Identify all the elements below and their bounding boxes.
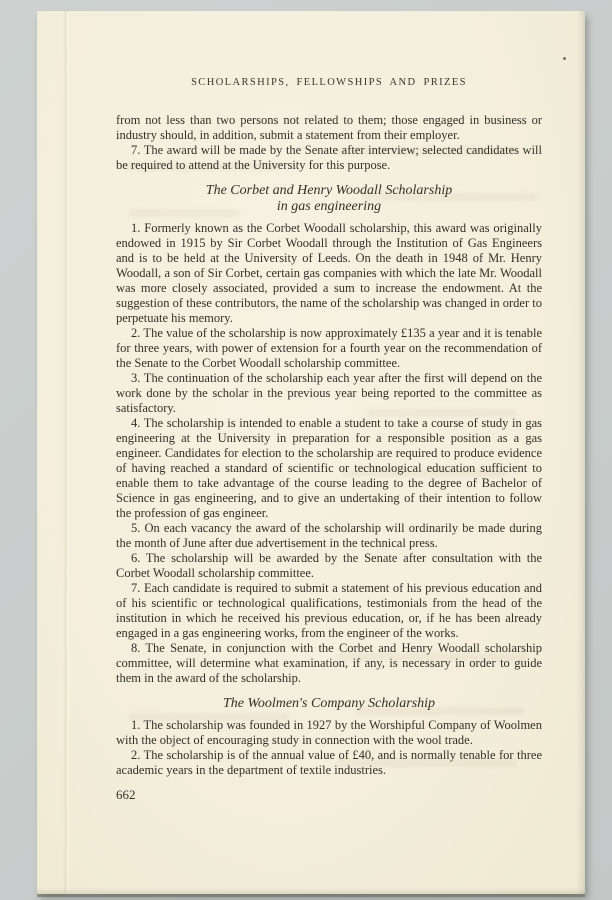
paragraph: 1. Formerly known as the Corbet Woodall scholarship, this award was originally endowed in 1915 by Sir Corbet Woodall through the Institution of Gas Engineers and is to be held at the University of Leeds. On the death in 1948 of Mr. Henry Woodall, a son of Sir Corbet, certain gas companies with which the late Mr. Woodall was more closely associated, provided a sum to increase the endowment. At the suggestion of these contributors, the name of the scholarship was changed in order to perpetuate his memory. <box>116 221 542 325</box>
paragraph: 6. The scholarship will be awarded by the Senate after consultation with the Corbet Woodall scholarship committee. <box>116 551 542 580</box>
body-text <box>116 113 542 802</box>
page-number: 662 <box>116 787 136 802</box>
page-edge-bottom <box>37 888 585 894</box>
page-content <box>116 11 542 802</box>
ink-speck <box>563 57 566 60</box>
book-page <box>37 11 585 894</box>
paragraph: 5. On each vacancy the award of the scholarship will ordinarily be made during the month of June after due advertisement in the technical press. <box>116 521 542 550</box>
gutter-crease <box>63 11 70 894</box>
section-title-corbet-woodall <box>116 183 542 215</box>
paragraph-continuation: from not less than two persons not related to them; those engaged in business or industry should, in addition, submit a statement from their employer. <box>116 113 542 142</box>
paragraph: 2. The scholarship is of the annual value of £40, and is normally tenable for three academic years in the department of textile industries. <box>116 748 542 777</box>
section-title-line: The Corbet and Henry Woodall Scholarship <box>205 183 453 198</box>
section-title-woolmen <box>116 696 542 712</box>
paragraph: 3. The continuation of the scholarship each year after the first will depend on the work done by the scholar in the previous year being reported to the committee as satisfactory. <box>116 371 542 415</box>
paragraph: 7. The award will be made by the Senate after interview; selected candidates will be required to attend at the University for this purpose. <box>116 143 542 172</box>
paragraph: 4. The scholarship is intended to enable a student to take a course of study in gas engineering at the University in preparation for a responsible position as a gas engineer. Candidates for election to the scholarship are required to produce evidence of having reached a standard of scientific or technological education sufficient to enable them to take advantage of the course leading to the degree of Bachelor of Science in gas engineering, and to give an undertaking of their intention to follow the profession of gas engineer. <box>116 416 542 520</box>
section-title-line: in gas engineering <box>276 199 382 214</box>
paragraph: 8. The Senate, in conjunction with the Corbet and Henry Woodall scholarship committee, will determine what examination, if any, is necessary in order to guide them in the award of the scholarship. <box>116 641 542 685</box>
paragraph: 1. The scholarship was founded in 1927 by the Worshipful Company of Woolmen with the object of encouraging study in connection with the wool trade. <box>116 718 542 747</box>
paragraph: 2. The value of the scholarship is now approximately £135 a year and it is tenable for three years, with power of extension for a fourth year on the recommendation of the Senate to the Corbet Woodall scholarship committee. <box>116 326 542 370</box>
page-edge-right <box>577 11 585 894</box>
section-title-line: The Woolmen's Company Scholarship <box>222 696 436 711</box>
paragraph: 7. Each candidate is required to submit a statement of his previous education and of his scientific or technological qualifications, testimonials from the head of the institution in which he received his previous education, or, if he has been already engaged in a gas engineering works, from the engineer of the works. <box>116 581 542 640</box>
running-header: SCHOLARSHIPS, FELLOWSHIPS AND PRIZES <box>191 77 467 88</box>
